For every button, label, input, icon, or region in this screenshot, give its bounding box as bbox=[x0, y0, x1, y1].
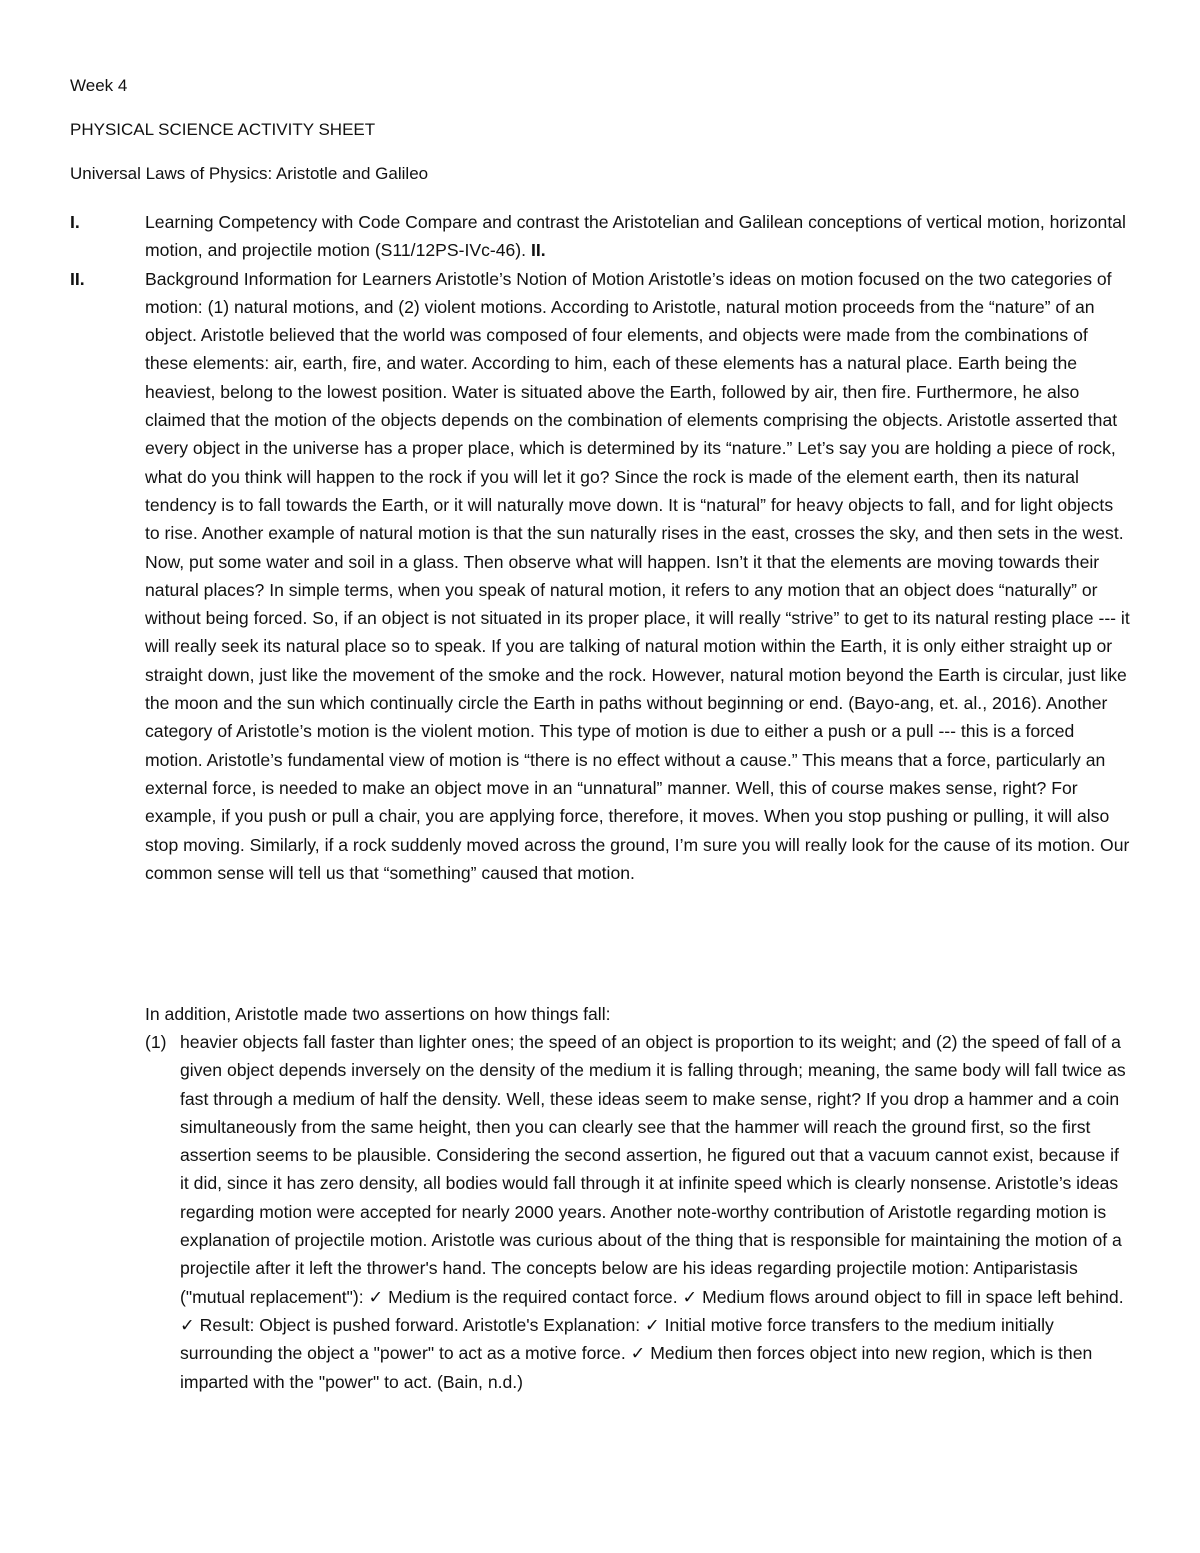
assertion-numeral: (1) bbox=[145, 1032, 167, 1052]
trailing-numeral: II. bbox=[526, 240, 546, 261]
assertions-text: heavier objects fall faster than lighter ones; the speed of an object is proportion to its weight; and (2) the speed of fall of a given object depends inversely on the density of the medium it is falling through; meaning, the same body will fall twice as fast through a medium of half the density. Well, these ideas seem to make sense, right? If you drop a hammer and a coin simultaneously from the same height, then you can clearly see that the hammer will reach the ground first, so the first assertion seems to be plausible. Considering the second assertion, he figured out that a vacuum cannot exist, because if it did, since it has zero density, all bodies would fall through it at infinite speed which is clearly nonsense. Aristotle’s ideas regarding motion were accepted for nearly 2000 years. Another note-worthy contribution of Aristotle regarding motion is explanation of projectile motion. Aristotle was curious about of the thing that is responsible for maintaining the motion of a projectile after it left the thrower's hand. The concepts below are his ideas regarding projectile motion: Antiparistasis ("mutual replacement"): ✓ Medium is the required contact force. ✓ Medium flows around object to fill in space left behind. ✓ Result: Object is pushed forward. Aristotle's Explanation: ✓ Initial motive force transfers to the medium initially surrounding the object a "power" to act as a motive force. ✓ Medium then forces object into new region, which is then imparted with the "power" to act. (Bain, n.d.) bbox=[180, 1032, 1126, 1392]
week-label: Week 4 bbox=[70, 76, 128, 95]
assertions-list-item bbox=[145, 1028, 1130, 1396]
numbered-list bbox=[70, 208, 1130, 887]
addition-intro: In addition, Aristotle made two assertions on how things fall: bbox=[145, 1004, 611, 1024]
background-information-text: Background Information for Learners Aristotle’s Notion of Motion Aristotle’s ideas on motion focused on the two categories of motion: (1) natural motions, and (2) violent motions. According to Aristotle, natural motion proceeds from the “nature” of an object. Aristotle believed that the world was composed of four elements, and objects were made from the combinations of these elements: air, earth, fire, and water. According to him, each of these elements has a natural place. Earth being the heaviest, belong to the lowest position. Water is situated above the Earth, followed by air, then fire. Furthermore, he also claimed that the motion of the objects depends on the combination of elements comprising the objects. Aristotle asserted that every object in the universe has a proper place, which is determined by its “nature.” Let’s say you are holding a piece of rock, what do you think will happen to the rock if you will let it go? Since the rock is made of the element earth, then its natural tendency is to fall towards the Earth, or it will naturally move down. It is “natural” for heavy objects to fall, and for light objects to rise. Another example of natural motion is that the sun naturally rises in the east, crosses the sky, and then sets in the west. Now, put some water and soil in a glass. Then observe what will happen. Isn’t it that the elements are moving towards their natural places? In simple terms, when you speak of natural motion, it refers to any motion that an object does “naturally” or without being forced. So, if an object is not situated in its proper place, it will really “strive” to get to its natural resting place --- it will really seek its natural place so to speak. If you are talking of natural motion within the Earth, it is only either straight up or straight down, just like the movement of the smoke and the rock. However, natural motion beyond the Earth is circular, just like the moon and the sun which continually circle the Earth in paths without beginning or end. (Bayo-ang, et. al., 2016). Another category of Aristotle’s motion is the violent motion. This type of motion is due to either a push or a pull --- this is a forced motion. Aristotle’s fundamental view of motion is “there is no effect without a cause.” This means that a force, particularly an external force, is needed to make an object move in an “unnatural” manner. Well, this of course makes sense, right? For example, if you push or pull a chair, you are applying force, therefore, it moves. When you stop pushing or pulling, it will also stop moving. Similarly, if a rock suddenly moved across the ground, I’m sure you will really look for the cause of its motion. Our common sense will tell us that “something” caused that motion. bbox=[145, 268, 1130, 883]
list-item-learning-competency bbox=[70, 208, 1130, 265]
list-numeral: II. bbox=[70, 268, 85, 289]
learning-competency-text bbox=[145, 208, 1130, 265]
learning-competency-body: Learning Competency with Code Compare and contrast the Aristotelian and Galilean conceptions of vertical motion, horizontal motion, and projectile motion (S11/12PS-IVc-46). bbox=[145, 212, 1126, 261]
sheet-title: PHYSICAL SCIENCE ACTIVITY SHEET bbox=[70, 120, 376, 139]
document-subtitle: Universal Laws of Physics: Aristotle and Galileo bbox=[70, 164, 429, 183]
list-numeral: I. bbox=[70, 212, 80, 232]
list-item-background bbox=[70, 265, 1130, 888]
